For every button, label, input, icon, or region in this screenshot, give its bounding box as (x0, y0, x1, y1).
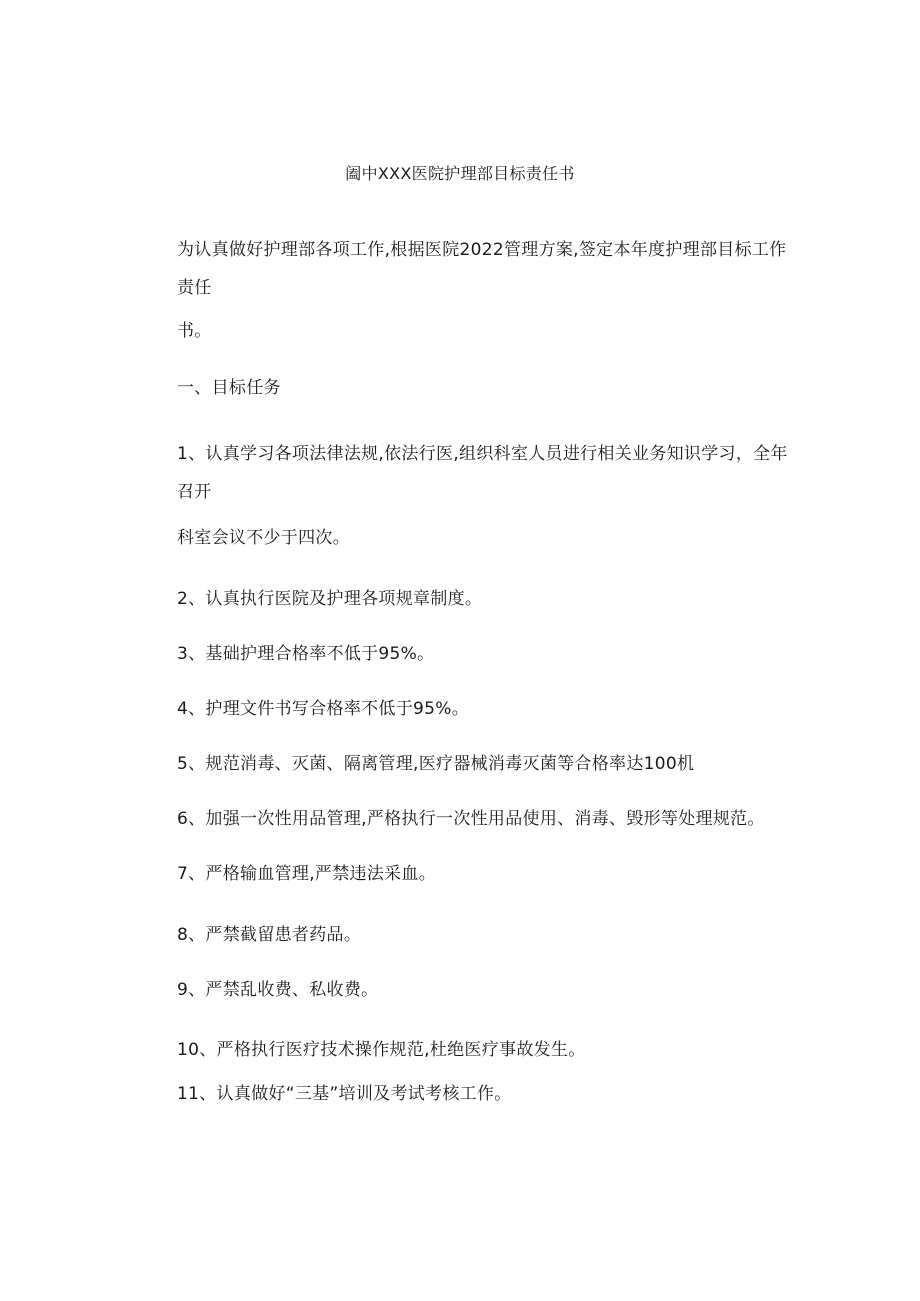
item-4: 4、护理文件书写合格率不低于95%。 (177, 699, 470, 719)
item-1-line-1: 1、认真学习各项法律法规,依法行医,组织科室人员进行相关业务知识学习，全年召开 (177, 444, 788, 502)
item-5: 5、规范消毒、灭菌、隔离管理,医疗器械消毒灭菌等合格率达100机 (177, 754, 695, 774)
item-3: 3、基础护理合格率不低于95%。 (177, 644, 435, 664)
item-9: 9、严禁乱收费、私收费。 (177, 980, 379, 1000)
item-1-line-2: 科室会议不少于四次。 (177, 528, 350, 548)
item-10: 10、严格执行医疗技术操作规范,杜绝医疗事故发生。 (177, 1040, 586, 1060)
section-heading: 一、目标任务 (177, 378, 281, 398)
intro-paragraph-line-1: 为认真做好护理部各项工作,根据医院2022管理方案,签定本年度护理部目标工作责任 (177, 240, 787, 298)
intro-paragraph-line-2: 书。 (177, 321, 212, 341)
item-11: 11、认真做好“三基”培训及考试考核工作。 (177, 1084, 512, 1104)
item-8: 8、严禁截留患者药品。 (177, 925, 362, 945)
item-7: 7、严格输血管理,严禁违法采血。 (177, 864, 437, 884)
item-2: 2、认真执行医院及护理各项规章制度。 (177, 589, 483, 609)
item-6: 6、加强一次性用品管理,严格执行一次性用品使用、消毒、毁形等处理规范。 (177, 809, 765, 829)
document-title: 阖中XXX医院护理部目标责任书 (345, 164, 575, 183)
